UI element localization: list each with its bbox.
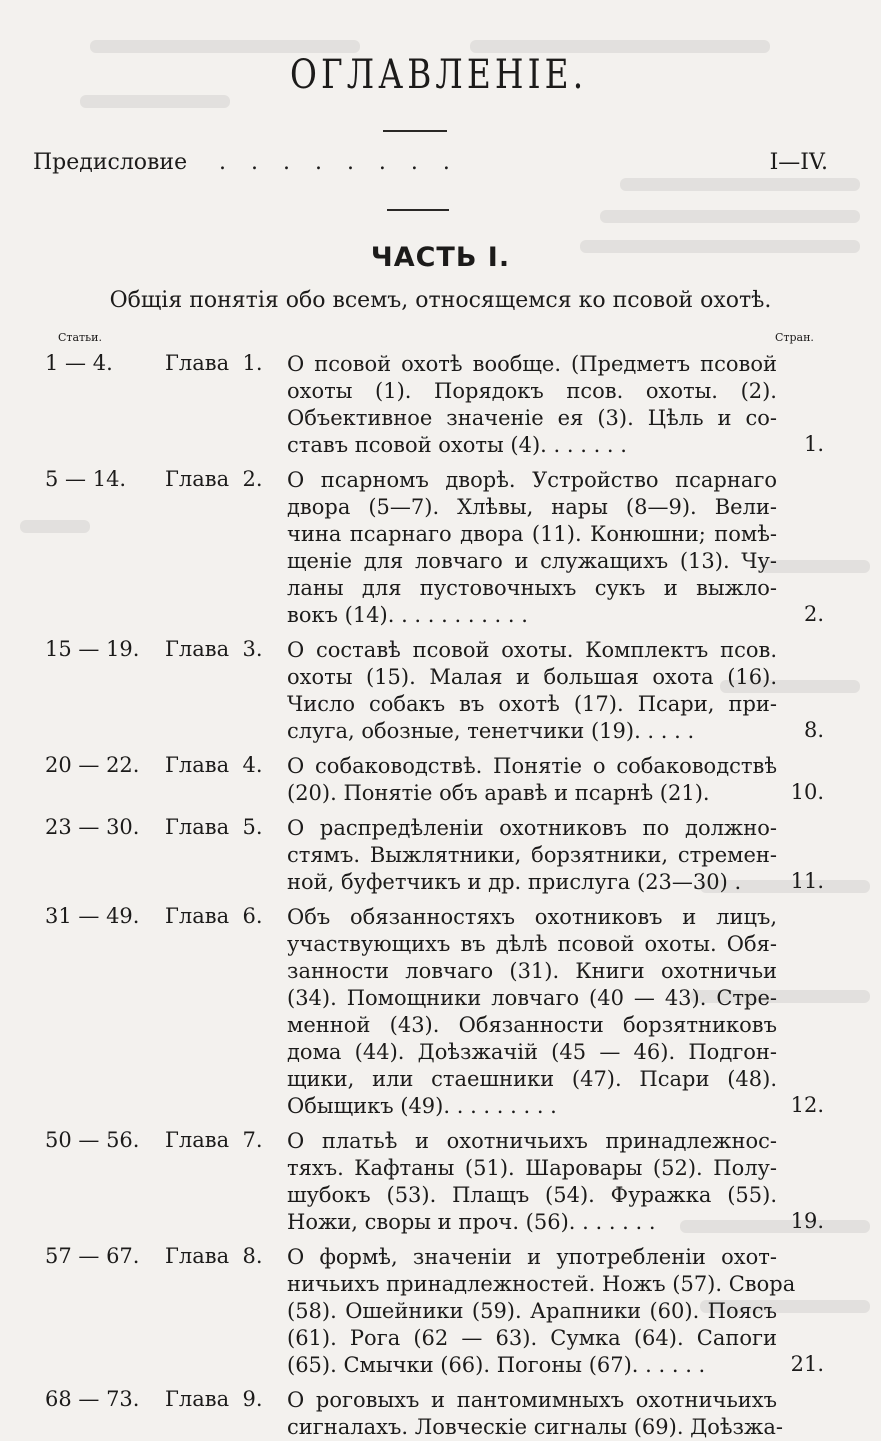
description-line: участвующихъ въ дѣлѣ псовой охоты. Обя- [287, 932, 777, 956]
description-line: О роговыхъ и пантомимныхъ охотничьихъ [287, 1388, 777, 1412]
chapter-number: Глава 2. [165, 467, 263, 491]
chapter-number: Глава 8. [165, 1244, 263, 1268]
chapter-description [287, 1387, 783, 1441]
page-number: 1. [803, 432, 824, 456]
chapter-description [287, 637, 777, 745]
description-line: ланы для пустовочныхъ сукъ и выжло- [287, 576, 777, 600]
description-line: (61). Рога (62 — 63). Сумка (64). Сапоги [287, 1326, 777, 1350]
page-number: 21. [790, 1352, 824, 1376]
description-line: сигналахъ. Ловческiе сигналы (69). Доѣзжа- [287, 1415, 783, 1439]
article-range: 20 — 22. [45, 753, 140, 777]
article-range: 57 — 67. [45, 1244, 140, 1268]
article-range: 1 — 4. [45, 351, 113, 375]
chapter-description [287, 815, 777, 896]
description-line: Число собакъ въ охотѣ (17). Псари, при- [287, 692, 777, 716]
description-line: дома (44). Доѣзжачiй (45 — 46). Подгон- [287, 1040, 777, 1064]
article-range: 50 — 56. [45, 1128, 140, 1152]
page-number: 19. [790, 1209, 824, 1233]
chapter-description [287, 1244, 796, 1379]
chapter-number: Глава 5. [165, 815, 263, 839]
description-line: тяхъ. Кафтаны (51). Шаровары (52). Полу- [287, 1156, 777, 1180]
part-heading: ЧАСТЬ I. [370, 242, 511, 273]
description-line: О собаководствѣ. Понятiе о собаководствѣ [287, 754, 777, 778]
description-line: Объективное значенiе ея (3). Цѣль и со- [287, 406, 777, 430]
description-line: (34). Помощники ловчаго (40 — 43). Стре- [287, 986, 777, 1010]
description-line: (58). Ошейники (59). Арапники (60). Поясъ [287, 1299, 777, 1323]
page-number: 11. [790, 869, 824, 893]
article-range: 15 — 19. [45, 637, 140, 661]
chapter-description [287, 753, 777, 807]
chapter-number: Глава 9. [165, 1387, 263, 1411]
chapter-description [287, 904, 777, 1120]
chapter-description [287, 351, 777, 459]
article-range: 23 — 30. [45, 815, 140, 839]
column-head-pages: Стран. [775, 331, 814, 344]
divider-top [383, 130, 447, 132]
article-range: 5 — 14. [45, 467, 127, 491]
description-line: Ножи, своры и проч. (56). . . . . . . [287, 1210, 656, 1234]
description-line: О платьѣ и охотничьихъ принадлежнос- [287, 1129, 777, 1153]
description-line: О псовой охотѣ вообще. (Предметъ псовой [287, 352, 777, 376]
description-line: Объ обязанностяхъ охотниковъ и лицъ, [287, 905, 777, 929]
description-line: вокъ (14). . . . . . . . . . . [287, 603, 528, 627]
preface-label: Предисловие [33, 150, 188, 175]
description-line: Обыщикъ (49). . . . . . . . . [287, 1094, 557, 1118]
description-line: О распредѣленiи охотниковъ по должно- [287, 816, 777, 840]
description-line: двора (5—7). Хлѣвы, нары (8—9). Вели- [287, 495, 777, 519]
page-number: 2. [803, 602, 824, 626]
article-range: 31 — 49. [45, 904, 140, 928]
chapter-description [287, 1128, 777, 1236]
divider-middle [387, 209, 449, 211]
description-line: ной, буфетчикъ и др. прислуга (23—30) . [287, 870, 742, 894]
description-line: О формѣ, значенiи и употребленiи охот- [287, 1245, 777, 1269]
description-line: шубокъ (53). Плащъ (54). Фуражка (55). [287, 1183, 777, 1207]
description-line: ничьихъ принадлежностей. Ножъ (57). Свора [287, 1272, 796, 1296]
chapter-description [287, 467, 777, 629]
preface-leader-dots: . . . . . . . . [219, 150, 459, 175]
chapter-number: Глава 3. [165, 637, 263, 661]
description-line: (65). Смычки (66). Погоны (67). . . . . . [287, 1353, 706, 1377]
description-line: (20). Понятiе объ аравѣ и псарнѣ (21). [287, 781, 710, 805]
chapter-number: Глава 4. [165, 753, 263, 777]
description-line: О псарномъ дворѣ. Устройство псарнаго [287, 468, 777, 492]
description-line: щенiе для ловчаго и служащихъ (13). Чу- [287, 549, 777, 573]
chapter-number: Глава 7. [165, 1128, 263, 1152]
description-line: ставъ псовой охоты (4). . . . . . . [287, 433, 627, 457]
page-number: 8. [803, 718, 824, 742]
column-head-articles: Статьи. [58, 331, 102, 344]
description-line: стямъ. Выжлятники, борзятники, стремен- [287, 843, 777, 867]
chapter-number: Глава 6. [165, 904, 263, 928]
article-range: 68 — 73. [45, 1387, 140, 1411]
description-line: охоты (1). Порядокъ псов. охоты. (2). [287, 379, 777, 403]
description-line: слуга, обозные, тенетчики (19). . . . . [287, 719, 695, 743]
description-line: О составѣ псовой охоты. Комплектъ псов. [287, 638, 777, 662]
page-number: 12. [790, 1093, 824, 1117]
description-line: занности ловчаго (31). Книги охотничьи [287, 959, 777, 983]
description-line: чина псарнаго двора (11). Конюшни; помѣ- [287, 522, 777, 546]
page-title: ОГЛАВЛЕНIЕ. [289, 52, 588, 98]
page-number: 10. [790, 780, 824, 804]
description-line: менной (43). Обязанности борзятниковъ [287, 1013, 777, 1037]
chapter-number: Глава 1. [165, 351, 263, 375]
description-line: щики, или стаешники (47). Псари (48). [287, 1067, 777, 1091]
preface-page: I—IV. [769, 150, 828, 175]
part-subtitle: Общiя понятiя обо всемъ, относящемся ко псовой охотѣ. [109, 288, 772, 313]
description-line: охоты (15). Малая и большая охота (16). [287, 665, 777, 689]
